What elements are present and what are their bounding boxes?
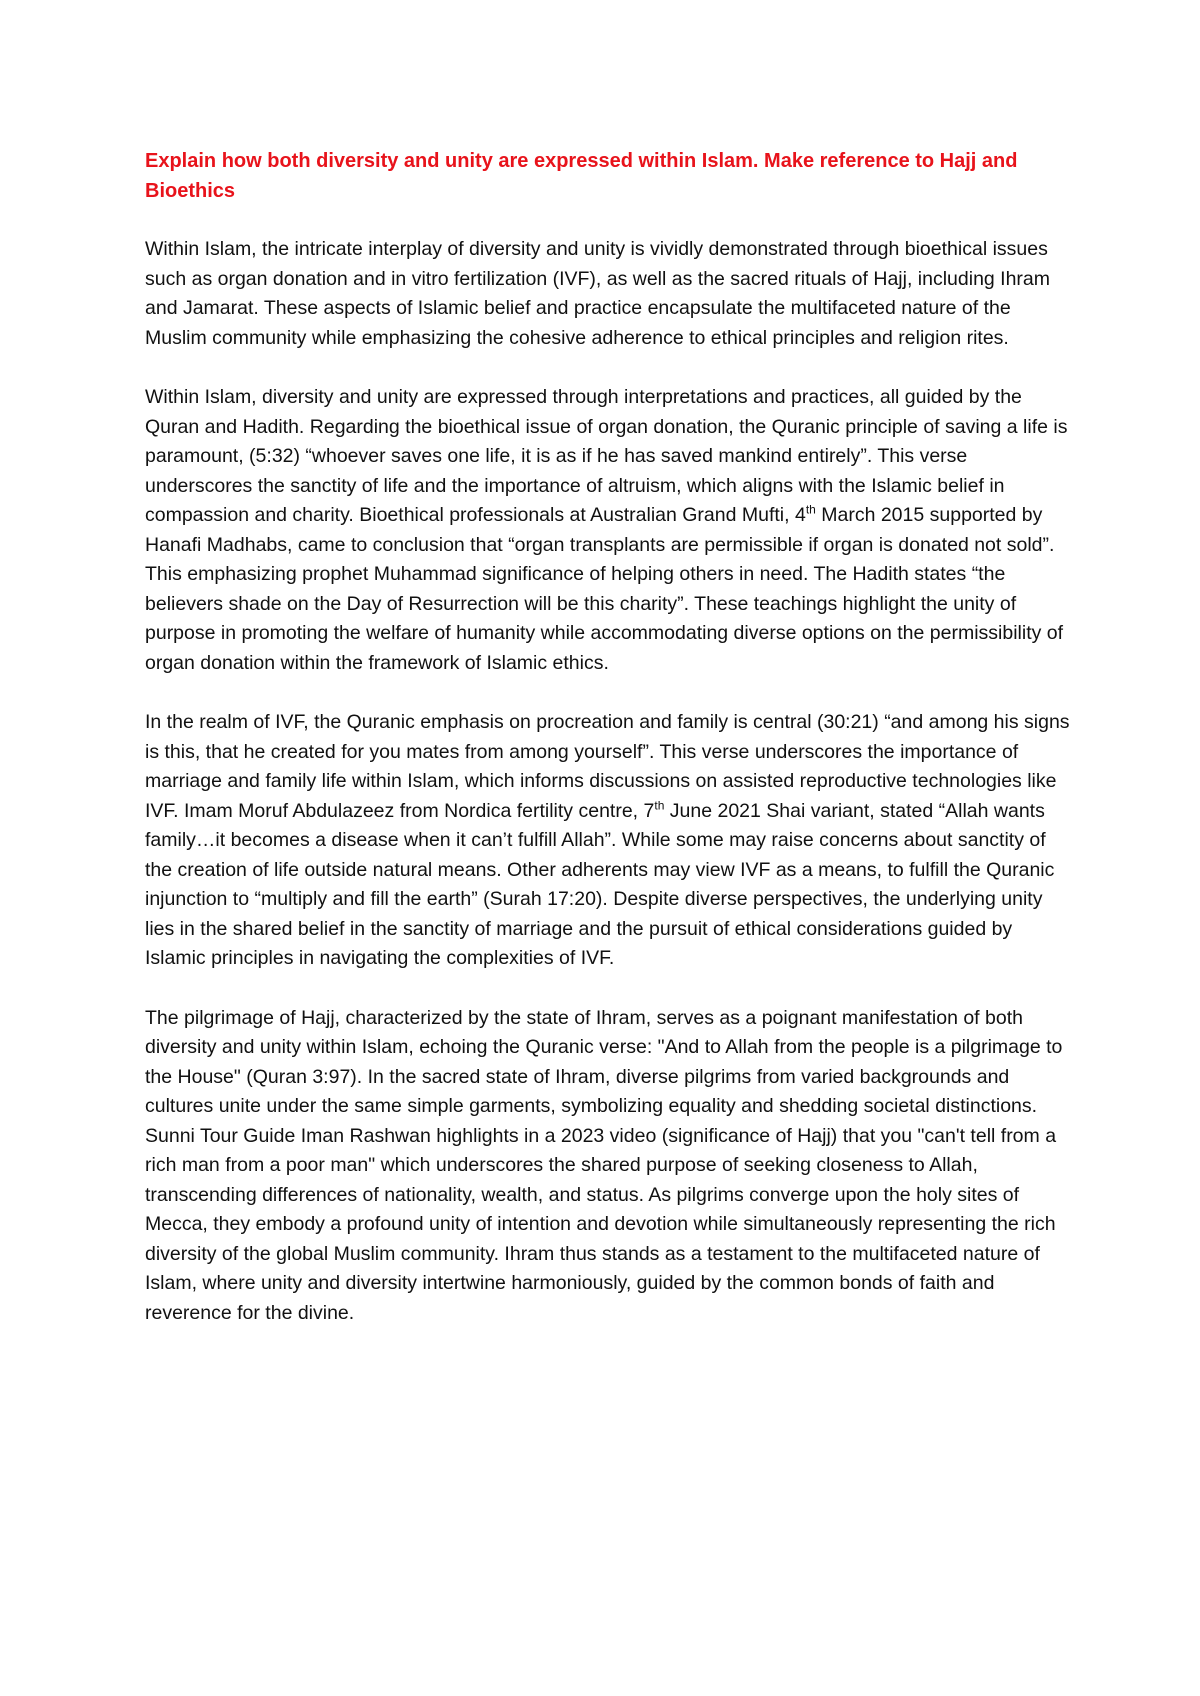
paragraph-introduction [145,235,1075,353]
essay-question-heading: Explain how both diversity and unity are expressed within Islam. Make reference to Hajj and Bioethics [145,150,1018,202]
paragraph-text: March 2015 supported by Hanafi Madhabs, came to conclusion that “organ transplants are permissible if organ is donated not sold”. This emphasizing prophet Muhammad significance of helping others in need. The Hadith states “the believers shade on the Day of Resurrection will be this charity”. These teachings highlight the unity of purpose in promoting the welfare of humanity while accommodating diverse options on the permissibility of organ donation within the framework of Islamic ethics. [145,504,1064,674]
paragraph-text: Within Islam, diversity and unity are expressed through interpretations and practices, all guided by the Quran and Hadith. Regarding the bioethical issue of organ donation, the Quranic principle of saving a life is paramount, (5:32) “whoever saves one life, it is as if he has saved mankind entirely”. This verse underscores the sanctity of life and the importance of altruism, which aligns with the Islamic belief in compassion and charity. Bioethical professionals at Australian Grand Mufti, 4 [145,386,1068,526]
paragraph-text: Within Islam, the intricate interplay of diversity and unity is vividly demonstrated through bioethical issues such as organ donation and in vitro fertilization (IVF), as well as the sacred rituals of Hajj, including Ihram and Jamarat. These aspects of Islamic belief and practice encapsulate the multifaceted nature of the Muslim community while emphasizing the cohesive adherence to ethical principles and religion rites. [145,238,1051,349]
paragraph-hajj-ihram [145,1004,1075,1329]
ordinal-suffix: th [805,502,816,517]
paragraph-text: In the realm of IVF, the Quranic emphasis on procreation and family is central (30:21) “and among his signs is this, that he created for you mates from among yourself”. This verse underscores the importance of marriage and family life within Islam, which informs discussions on assisted reproductive technologies like IVF. Imam Moruf Abdulazeez from Nordica fertility centre, 7 [145,711,1070,822]
ordinal-suffix: th [654,798,665,812]
paragraph-text: June 2021 Shai variant, stated “Allah wants family…it becomes a disease when it can’t fulfill Allah”. While some may raise concerns about sanctity of the creation of life outside natural means. Other adherents may view IVF as a means, to fulfill the Quranic injunction to “multiply and fill the earth” (Surah 17:20). Despite diverse perspectives, the underlying unity lies in the shared belief in the sanctity of marriage and the pursuit of ethical considerations guided by Islamic principles in navigating the complexities of IVF. [145,799,1055,969]
paragraph-organ-donation [145,383,1075,678]
document-body [145,146,1075,1358]
paragraph-text: The pilgrimage of Hajj, characterized by the state of Ihram, serves as a poignant manifestation of both diversity and unity within Islam, echoing the Quranic verse: "And to Allah from the people is a pilgrimage to the House" (Quran 3:97). In the sacred state of Ihram, diverse pilgrims from varied backgrounds and cultures unite under the same simple garments, symbolizing equality and shedding societal distinctions. Sunni Tour Guide Iman Rashwan highlights in a 2023 video (significance of Hajj) that you "can't tell from a rich man from a poor man" which underscores the shared purpose of seeking closeness to Allah, transcending differences of nationality, wealth, and status. As pilgrims converge upon the holy sites of Mecca, they embody a profound unity of intention and devotion while simultaneously representing the rich diversity of the global Muslim community. Ihram thus stands as a testament to the multifaceted nature of Islam, where unity and diversity intertwine harmoniously, guided by the common bonds of faith and reverence for the divine. [145,1006,1063,1324]
paragraph-ivf [145,708,1075,974]
